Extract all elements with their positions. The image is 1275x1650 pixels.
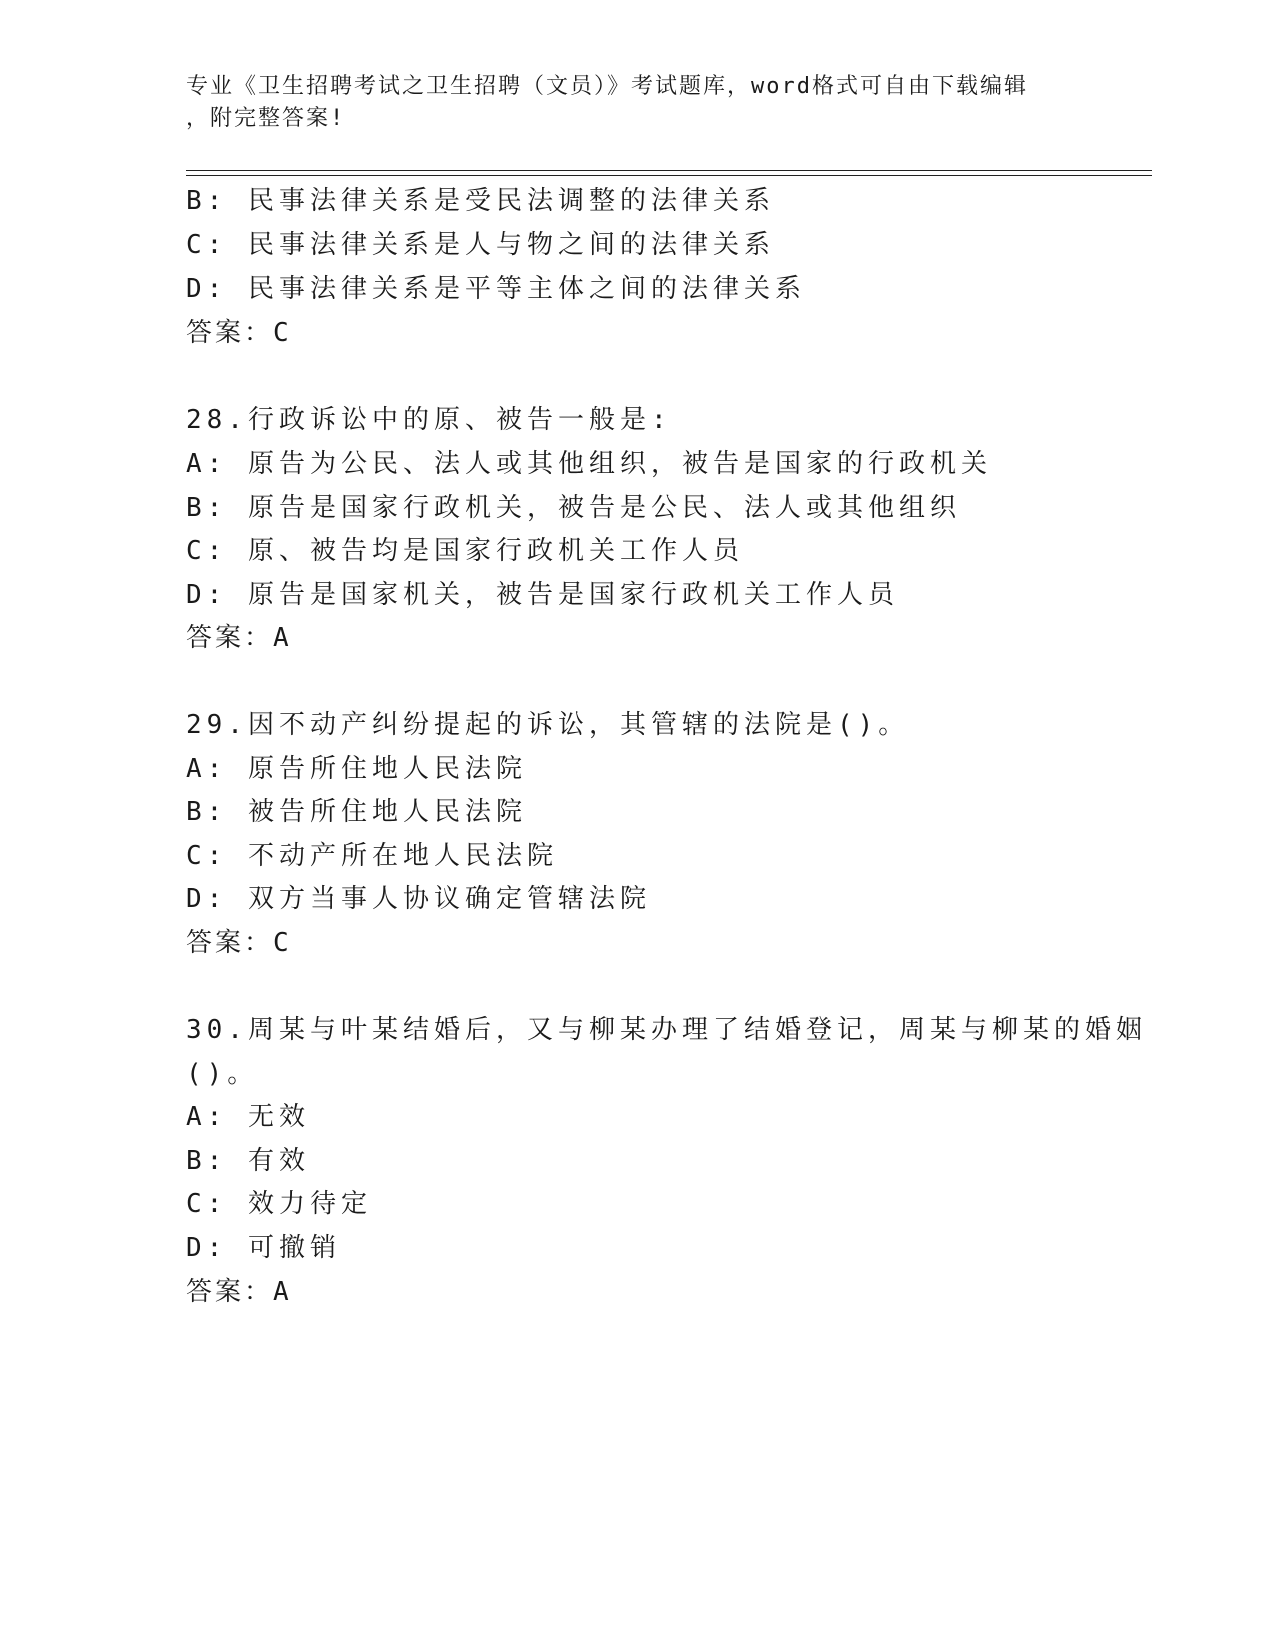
question-30-answer: 答案：A <box>186 1277 292 1307</box>
question-29-option-d: D: 双方当事人协议确定管辖法院 <box>186 884 651 914</box>
question-30-stem-line-2: ()。 <box>186 1059 259 1089</box>
question-29-stem: 29.因不动产纠纷提起的诉讼，其管辖的法院是()。 <box>186 710 910 740</box>
document-header-line-2: ，附完整答案! <box>186 106 346 131</box>
question-30-option-a: A: 无效 <box>186 1102 310 1132</box>
header-rule-top <box>186 170 1152 171</box>
question-27-option-c: C: 民事法律关系是人与物之间的法律关系 <box>186 230 775 260</box>
question-28-answer: 答案：A <box>186 623 292 653</box>
document-header-line-1: 专业《卫生招聘考试之卫生招聘（文员）》考试题库，word格式可自由下载编辑 <box>186 74 1028 99</box>
question-28-option-a: A: 原告为公民、法人或其他组织，被告是国家的行政机关 <box>186 449 992 479</box>
question-29-answer: 答案：C <box>186 928 292 958</box>
question-29-option-c: C: 不动产所在地人民法院 <box>186 841 558 871</box>
question-28-option-b: B: 原告是国家行政机关，被告是公民、法人或其他组织 <box>186 493 961 523</box>
question-30-option-d: D: 可撤销 <box>186 1233 341 1263</box>
header-rule-bottom <box>186 175 1152 176</box>
question-29-option-b: B: 被告所住地人民法院 <box>186 797 527 827</box>
question-27-option-b: B: 民事法律关系是受民法调整的法律关系 <box>186 186 775 216</box>
question-30-stem-line-1: 30.周某与叶某结婚后，又与柳某办理了结婚登记，周某与柳某的婚姻 <box>186 1015 1147 1045</box>
question-29-option-a: A: 原告所住地人民法院 <box>186 754 527 784</box>
question-28-stem: 28.行政诉讼中的原、被告一般是: <box>186 405 672 435</box>
question-28-option-c: C: 原、被告均是国家行政机关工作人员 <box>186 536 744 566</box>
question-28-option-d: D: 原告是国家机关，被告是国家行政机关工作人员 <box>186 580 899 610</box>
question-27-answer: 答案：C <box>186 318 292 348</box>
question-30-option-b: B: 有效 <box>186 1146 310 1176</box>
question-30-option-c: C: 效力待定 <box>186 1189 372 1219</box>
question-27-option-d: D: 民事法律关系是平等主体之间的法律关系 <box>186 274 806 304</box>
